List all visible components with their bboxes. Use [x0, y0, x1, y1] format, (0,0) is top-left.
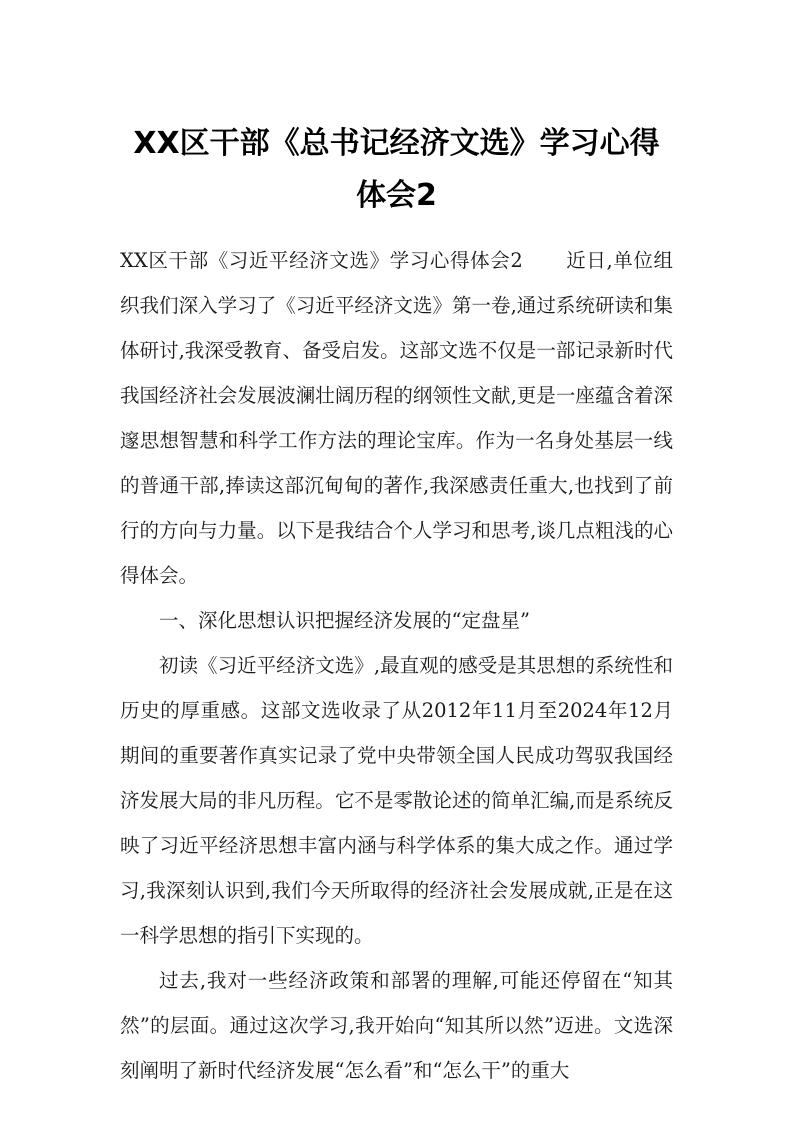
paragraph-text: 近日,单位组织我们深入学习了《习近平经济文选》第一卷,通过系统研读和集体研讨,我深受教育、备受启发。这部文选不仅是一部记录新时代我国经济社会发展波澜壮阔历程的纲领性文献,更是一座蕴含着深邃思想智慧和科学工作方法的理论宝库。作为一名身处基层一线的普通干部,捧读这部沉甸甸的著作,我深感责任重大,也找到了前行的方向与力量。以下是我结合个人学习和思考,谈几点粗浅的心得体会。: [120, 249, 673, 587]
paragraph: 过去,我对一些经济政策和部署的理解,可能还停留在“知其然”的层面。通过这次学习,我开始向“知其所以然”迈进。文选深刻阐明了新时代经济发展“怎么看”和“怎么干”的重大: [120, 969, 673, 1082]
document-body: [120, 238, 673, 1093]
paragraph: 初读《习近平经济文选》,最直观的感受是其思想的系统性和历史的厚重感。这部文选收录了从2012年11月至2024年12月期间的重要著作真实记录了党中央带领全国人民成功驾驭我国经济发展大局的非凡历程。它不是零散论述的简单汇编,而是系统反映了习近平经济思想丰富内涵与科学体系的集大成之作。通过学习,我深刻认识到,我们今天所取得的经济社会发展成就,正是在这一科学思想的指引下实现的。: [120, 654, 673, 947]
intro-paragraph: [120, 238, 673, 598]
document-title: XX区干部《总书记经济文选》学习心得体会2: [133, 126, 660, 213]
intro-heading: XX区干部《习近平经济文选》学习心得体会2: [120, 249, 523, 272]
section-heading: 一、深化思想认识把握经济发展的“定盘星”: [159, 609, 530, 632]
